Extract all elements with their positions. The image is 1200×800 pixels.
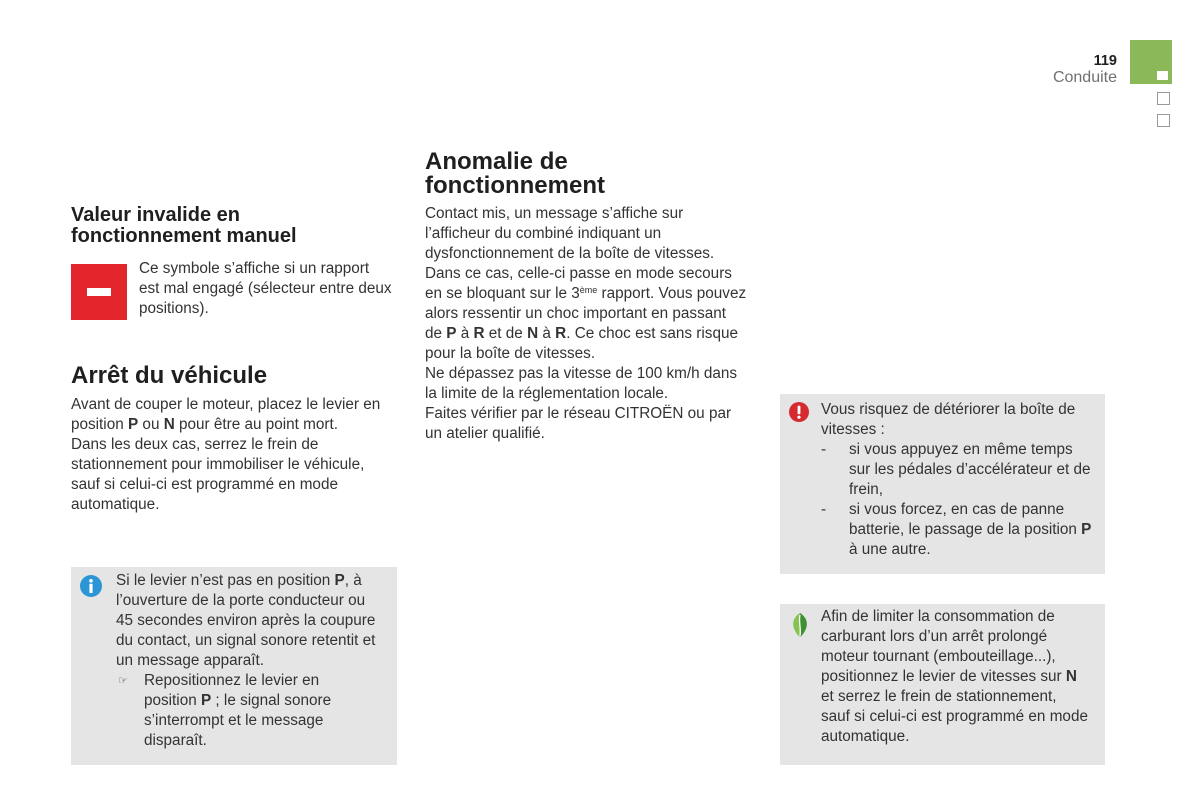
bold-text: R xyxy=(473,325,485,342)
heading-line: Arrêt du véhicule xyxy=(71,362,268,389)
list-item-text xyxy=(849,500,1091,560)
text-line: positions). xyxy=(139,300,209,317)
warning-note-panel xyxy=(780,394,1105,574)
eco-note-panel xyxy=(780,604,1105,765)
text-run: pour être au point mort. xyxy=(174,416,339,433)
bold-text: P xyxy=(127,416,139,433)
bold-text: R xyxy=(555,325,567,342)
text-line: sauf si celui-ci est programmé en mode xyxy=(821,708,1088,725)
text-run: ou xyxy=(138,416,164,433)
text-line: dysfonctionnement de la boîte de vitesses. xyxy=(425,245,715,262)
text-line: à une autre. xyxy=(849,541,931,558)
section-heading xyxy=(71,363,267,389)
text-run: positionnez le levier de vitesses sur xyxy=(821,668,1066,685)
text-run: à xyxy=(538,325,556,342)
text-line: la limite de la réglementation locale. xyxy=(425,385,669,402)
section-tab-dot xyxy=(1157,71,1168,80)
text-line: pour la boîte de vitesses. xyxy=(425,345,596,362)
text-line: automatique. xyxy=(71,496,160,513)
text-line: si vous forcez, en cas de panne xyxy=(849,501,1065,518)
text-line: sauf si celui-ci est programmé en mode xyxy=(71,476,338,493)
text-line: stationnement pour immobiliser le véhicule, xyxy=(71,456,365,473)
text-run: en se bloquant sur le 3 xyxy=(425,285,580,302)
bold-text: P xyxy=(200,692,212,709)
text-line: 45 secondes environ après la coupure xyxy=(116,612,376,629)
info-note-action-text xyxy=(144,671,331,751)
symbol-dash xyxy=(87,288,111,296)
heading-line: fonctionnement xyxy=(425,172,605,199)
text-run: position xyxy=(144,692,201,709)
text-line: est mal engagé (sélecteur entre deux xyxy=(139,280,392,297)
text-line: un message apparaît. xyxy=(116,652,264,669)
text-line: Dans ce cas, celle-ci passe en mode secours xyxy=(425,265,732,282)
invalid-gear-symbol-icon xyxy=(71,264,127,320)
text-line: sur les pédales d’accélérateur et de xyxy=(849,461,1091,478)
text-line: s’interrompt et le message xyxy=(144,712,324,729)
text-run: et de xyxy=(484,325,528,342)
text-line: Repositionnez le levier en xyxy=(144,672,320,689)
info-icon xyxy=(80,575,102,597)
section-heading xyxy=(425,150,605,198)
text-line: carburant lors d’un arrêt prolongé xyxy=(821,628,1048,645)
bold-text: P xyxy=(446,325,457,342)
text-line: disparaît. xyxy=(144,732,207,749)
heading-line: Anomalie de xyxy=(425,148,568,175)
text-line: Contact mis, un message s’affiche sur xyxy=(425,205,684,222)
text-line: moteur tournant (embouteillage...), xyxy=(821,648,1056,665)
text-line xyxy=(71,415,380,435)
page-number: 119 xyxy=(1093,53,1117,69)
text-run: Si le levier n’est pas en position xyxy=(116,572,335,589)
text-run: , à xyxy=(344,572,362,589)
section-tab-outline xyxy=(1157,92,1170,105)
text-run: batterie, le passage de la position xyxy=(849,521,1082,538)
text-line xyxy=(116,571,375,591)
section-tab-marker xyxy=(1130,40,1172,84)
bold-text: N xyxy=(1065,668,1077,685)
bold-text: P xyxy=(1081,521,1092,538)
bold-text: N xyxy=(163,416,175,433)
text-line: Dans les deux cas, serrez le frein de xyxy=(71,436,319,453)
warning-note-text xyxy=(821,400,1075,440)
list-item xyxy=(821,440,1101,500)
text-run: position xyxy=(71,416,128,433)
section-title: Conduite xyxy=(1052,69,1117,86)
warning-icon xyxy=(789,402,809,422)
text-line: l’afficheur du combiné indiquant un xyxy=(425,225,662,242)
heading-line: fonctionnement manuel xyxy=(71,225,297,247)
text-line: Avant de couper le moteur, placez le levier en xyxy=(71,396,381,413)
text-line: frein, xyxy=(849,481,884,498)
info-note-text xyxy=(116,571,375,671)
text-line: Faites vérifier par le réseau CITROËN ou par xyxy=(425,405,732,422)
text-line: Ce symbole s’affiche si un rapport xyxy=(139,260,370,277)
text-line: Vous risquez de détériorer la boîte de xyxy=(821,401,1076,418)
eco-note-text xyxy=(821,607,1088,747)
bold-text: P xyxy=(334,572,345,589)
info-note-panel xyxy=(71,567,397,765)
text-run: de xyxy=(425,325,447,342)
text-run: ; le signal sonore xyxy=(211,692,332,709)
text-line: un atelier qualifié. xyxy=(425,425,545,442)
heading-line: Valeur invalide en xyxy=(71,204,240,226)
text-line: Ne dépassez pas la vitesse de 100 km/h dans xyxy=(425,365,738,382)
list-marker: - xyxy=(821,441,827,458)
list-marker: - xyxy=(821,501,827,518)
text-line: vitesses : xyxy=(821,421,885,438)
section-heading xyxy=(71,205,297,247)
symbol-description xyxy=(139,259,392,319)
text-line: si vous appuyez en même temps xyxy=(849,441,1073,458)
text-line: alors ressentir un choc important en passant xyxy=(425,305,726,322)
text-line xyxy=(425,284,746,304)
text-line xyxy=(849,520,1091,540)
list-item-text xyxy=(849,440,1091,500)
text-line: et serrez le frein de stationnement, xyxy=(821,688,1057,705)
pointing-hand-icon xyxy=(118,671,138,691)
section-paragraph xyxy=(71,395,380,515)
text-line: automatique. xyxy=(821,728,910,745)
bold-text: N xyxy=(527,325,539,342)
text-line: du contact, un signal sonore retentit et xyxy=(116,632,376,649)
eco-leaf-icon xyxy=(789,612,811,638)
text-line: l’ouverture de la porte conducteur ou xyxy=(116,592,366,609)
section-paragraph xyxy=(425,204,746,444)
text-run: à xyxy=(456,325,474,342)
text-line: Afin de limiter la consommation de xyxy=(821,608,1055,625)
superscript-text: ème xyxy=(579,285,598,295)
text-line xyxy=(144,691,331,711)
text-line xyxy=(821,667,1088,687)
list-item xyxy=(821,500,1101,560)
text-line xyxy=(425,324,746,344)
text-run: . Ce choc est sans risque xyxy=(566,325,738,342)
section-tab-outline xyxy=(1157,114,1170,127)
text-run: rapport. Vous pouvez xyxy=(597,285,747,302)
